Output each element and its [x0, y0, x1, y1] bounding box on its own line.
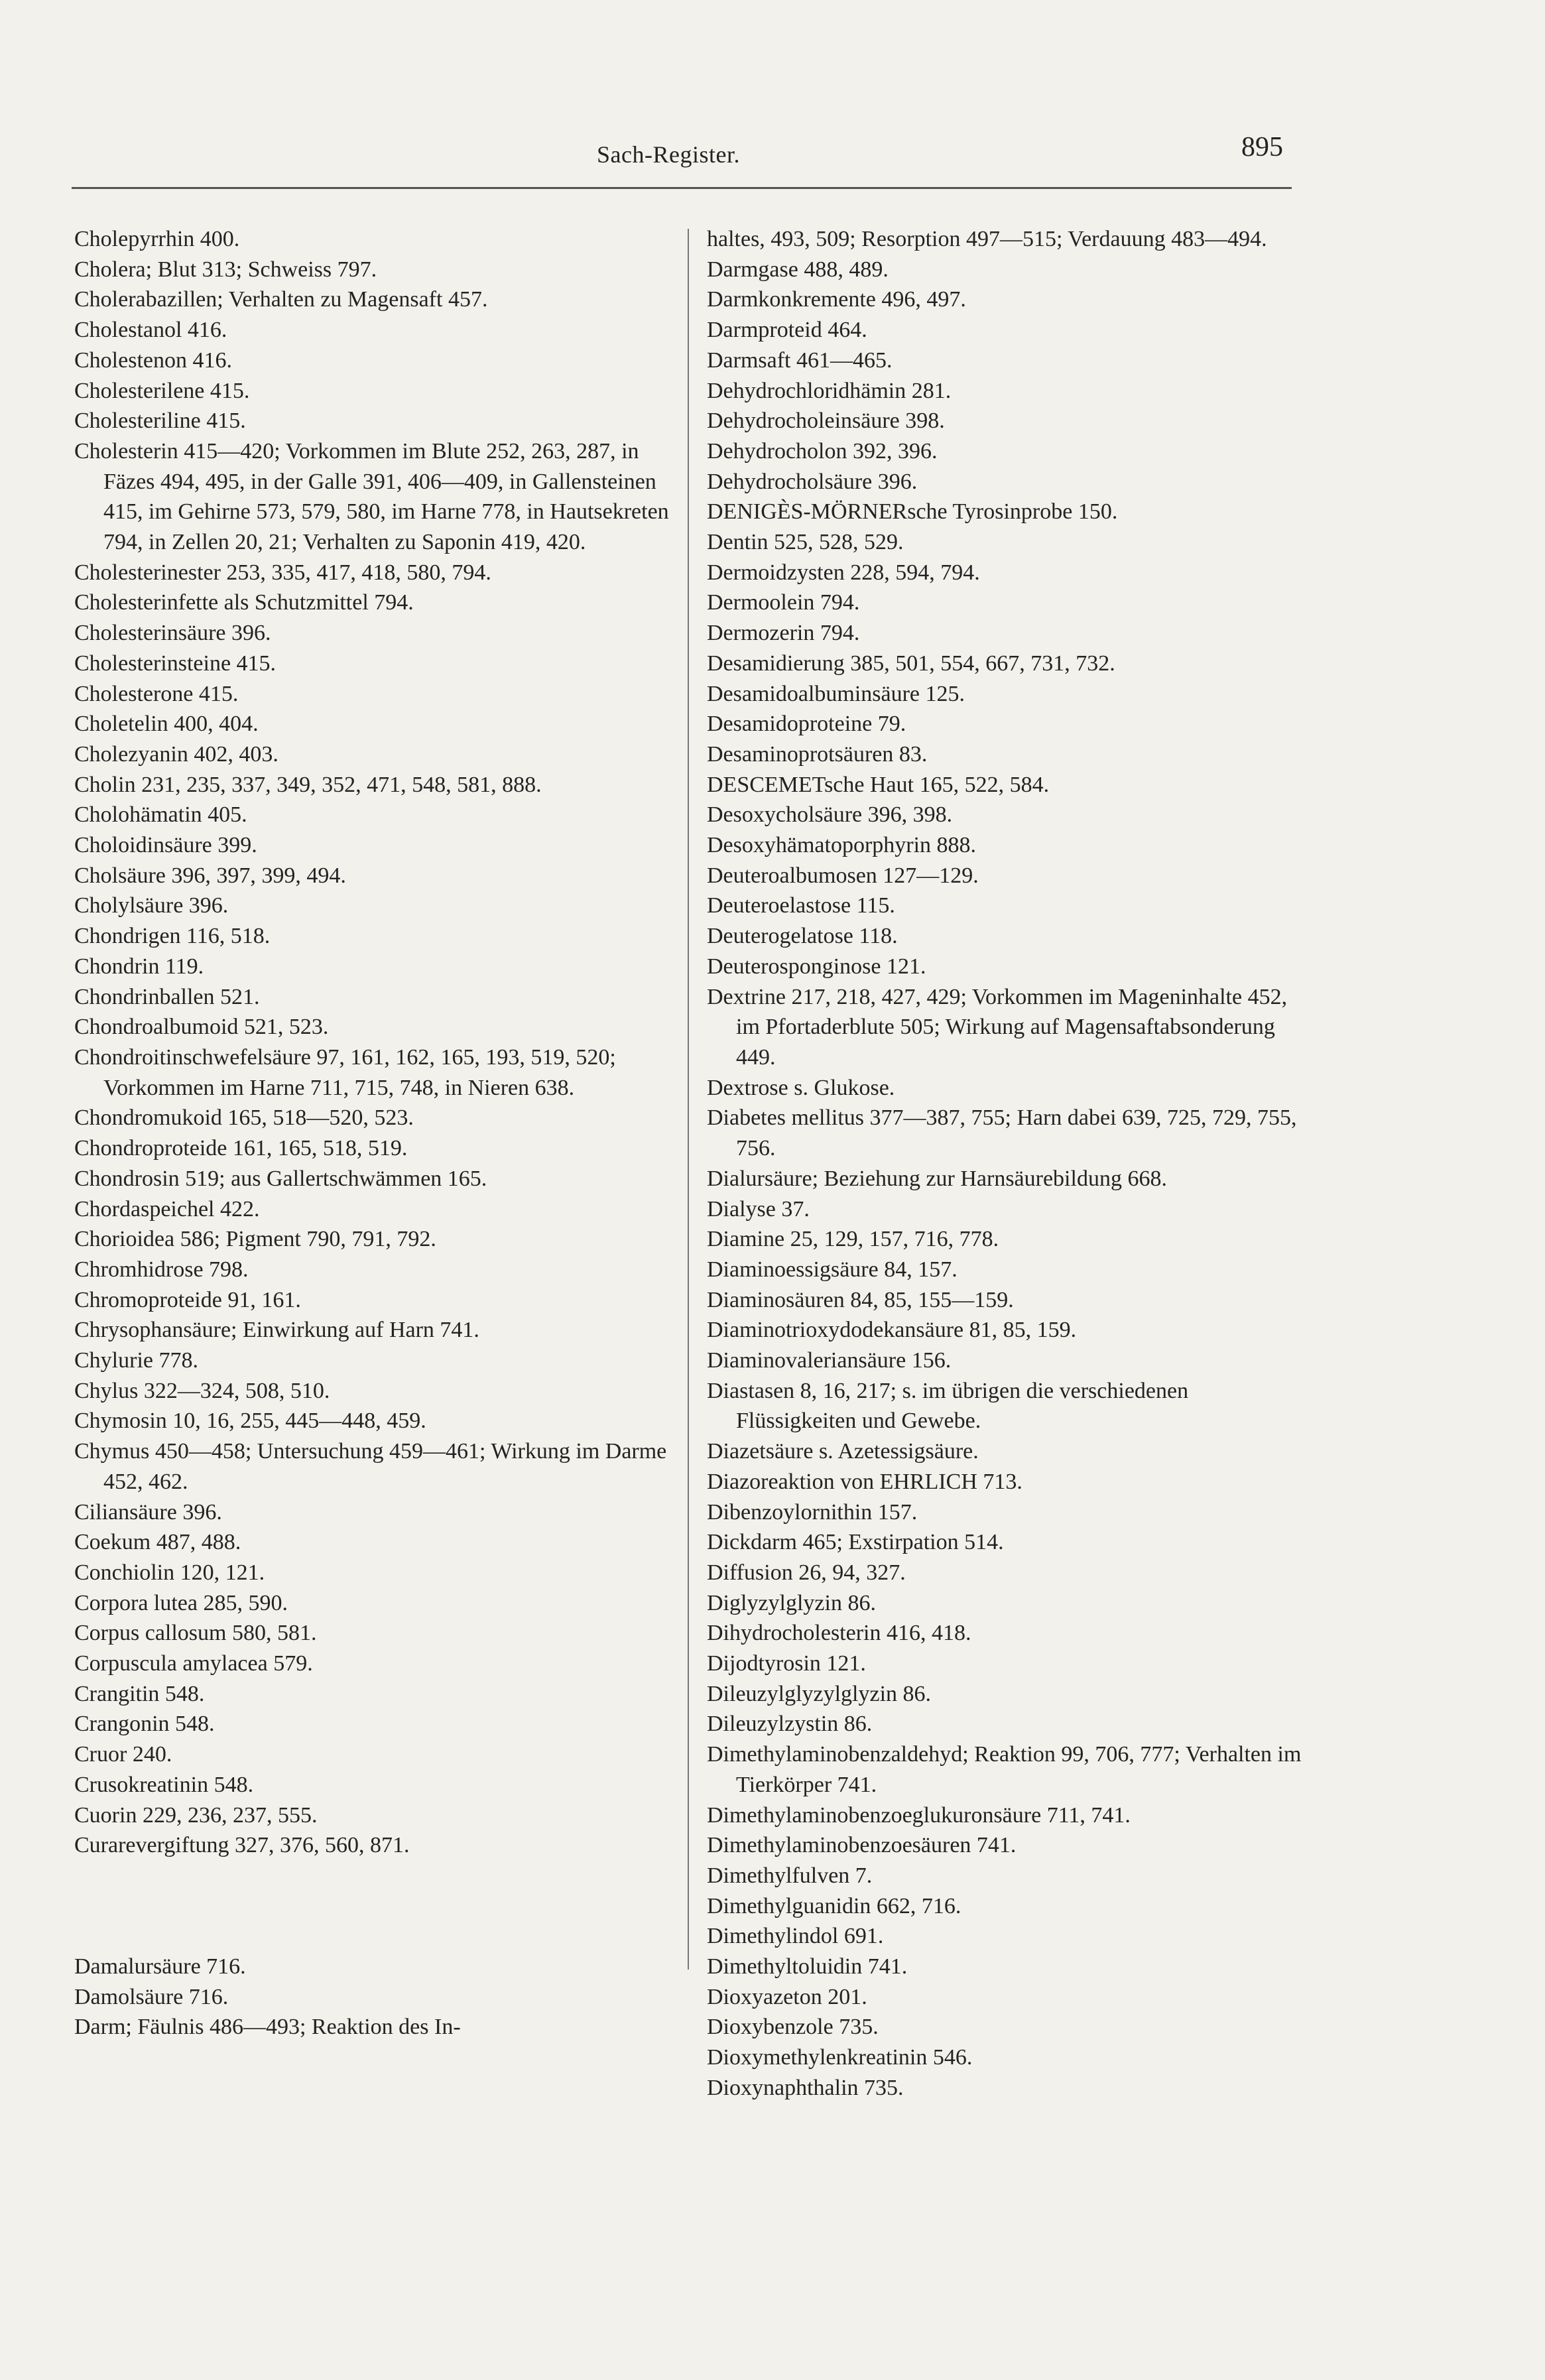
- index-entry: Ciliansäure 396.: [74, 1499, 222, 1525]
- index-entry: Dimethylaminobenzoeglukuronsäure 711, 741.: [707, 1802, 1131, 1828]
- index-entry: Dialyse 37.: [707, 1196, 810, 1221]
- index-entry: Chymus 450—458; Untersuchung 459—461; Wirkung im Darme 452, 462.: [74, 1439, 667, 1494]
- index-entry: Diaminovaleriansäure 156.: [707, 1348, 952, 1373]
- index-entry: Cholesterilene 415.: [74, 378, 250, 403]
- index-entry: Dextrine 217, 218, 427, 429; Vorkommen im Mageninhalte 452, im Pfortaderblute 505; Wirkung auf Magensaftabsonderung 449.: [707, 984, 1288, 1070]
- index-entry: Dextrose s. Glukose.: [707, 1075, 895, 1100]
- index-entry: Diffusion 26, 94, 327.: [707, 1560, 906, 1585]
- index-entry: Cholepyrrhin 400.: [74, 227, 240, 251]
- index-entry: Chromhidrose 798.: [74, 1257, 249, 1282]
- index-entry: Diglyzylglyzin 86.: [707, 1590, 876, 1615]
- index-entry: Dioxymethylenkreatinin 546.: [707, 2045, 973, 2070]
- index-entry: Deuterogelatose 118.: [707, 924, 898, 949]
- index-entry: Dileuzylzystin 86.: [707, 1712, 873, 1737]
- index-entry: Chorioidea 586; Pigment 790, 791, 792.: [74, 1227, 436, 1252]
- section-break: [74, 1861, 674, 1952]
- index-entry: Chondromukoid 165, 518—520, 523.: [74, 1105, 414, 1131]
- index-entry: Cholesterinsäure 396.: [74, 621, 271, 646]
- index-entry: Darm; Fäulnis 486—493; Reaktion des In-: [74, 2015, 461, 2040]
- index-entry: Dehydrocholon 392, 396.: [707, 438, 938, 464]
- running-title: Sach-Register.: [597, 141, 740, 168]
- header-rule: [72, 187, 1292, 189]
- index-entry: Deuterosponginose 121.: [707, 954, 926, 979]
- index-entry: Chromoproteide 91, 161.: [74, 1287, 301, 1312]
- index-entry: Cholin 231, 235, 337, 349, 352, 471, 548, 581, 888.: [74, 772, 542, 797]
- index-entry: Corpus callosum 580, 581.: [74, 1621, 317, 1646]
- index-entry: Cholesterinsteine 415.: [74, 651, 277, 676]
- index-entry: Cholesterone 415.: [74, 681, 239, 706]
- index-entry: Cuorin 229, 236, 237, 555.: [74, 1802, 318, 1828]
- index-entry: Darmgase 488, 489.: [707, 257, 889, 282]
- index-entry: Chondrin 119.: [74, 954, 204, 979]
- index-entry: Cholsäure 396, 397, 399, 494.: [74, 863, 346, 888]
- index-entry: Cholezyanin 402, 403.: [74, 741, 278, 767]
- index-entry: Dialursäure; Beziehung zur Harnsäurebildung 668.: [707, 1166, 1167, 1191]
- index-entry: Damalursäure 716.: [74, 1954, 246, 1979]
- index-entry: Corpuscula amylacea 579.: [74, 1651, 313, 1676]
- index-entry: Conchiolin 120, 121.: [74, 1560, 265, 1585]
- index-entry: Corpora lutea 285, 590.: [74, 1590, 288, 1615]
- index-entry: Dehydrochloridhämin 281.: [707, 378, 952, 403]
- index-entry: Deuteroelastose 115.: [707, 893, 895, 918]
- index-entry: Cholerabazillen; Verhalten zu Magensaft 457.: [74, 287, 488, 312]
- index-entry: Dickdarm 465; Exstirpation 514.: [707, 1530, 1004, 1555]
- index-entry: Cholesteriline 415.: [74, 408, 246, 434]
- column-divider: [688, 229, 689, 1970]
- index-entry: Dimethylindol 691.: [707, 1924, 884, 1949]
- index-entry: DESCEMETsche Haut 165, 522, 584.: [707, 772, 1050, 797]
- index-entry: Dehydrocholeinsäure 398.: [707, 408, 945, 434]
- index-entry: Darmsaft 461—465.: [707, 347, 893, 373]
- index-entry: Desamidierung 385, 501, 554, 667, 731, 732.: [707, 651, 1115, 676]
- index-entry: Cholesterin 415—420; Vorkommen im Blute 252, 263, 287, in Fäzes 494, 495, in der Galle 391, 406—409, in Gallensteinen 415, im Gehirne 573, 579, 580, im Harne 778, in Hautsekreten 794, in Zellen 20, 21; Verhalten zu Saponin 419, 420.: [74, 438, 669, 555]
- index-entry: Desoxycholsäure 396, 398.: [707, 802, 953, 828]
- right-column: [707, 224, 1312, 2103]
- index-entry: Dimethylaminobenzoesäuren 741.: [707, 1833, 1017, 1858]
- index-entry: Chondroalbumoid 521, 523.: [74, 1015, 329, 1040]
- index-entry: Diastasen 8, 16, 217; s. im übrigen die verschiedenen Flüssigkeiten und Gewebe.: [707, 1378, 1189, 1434]
- index-entry: Diaminosäuren 84, 85, 155—159.: [707, 1287, 1014, 1312]
- index-entry: haltes, 493, 509; Resorption 497—515; Verdauung 483—494.: [707, 227, 1267, 251]
- index-entry: Dermoidzysten 228, 594, 794.: [707, 560, 980, 585]
- index-entry: Diaminoessigsäure 84, 157.: [707, 1257, 958, 1282]
- index-entry: Chylus 322—324, 508, 510.: [74, 1378, 330, 1403]
- index-entry: Desoxyhämatoporphyrin 888.: [707, 833, 977, 858]
- index-entry: Choletelin 400, 404.: [74, 712, 259, 737]
- index-entry: Dimethylaminobenzaldehyd; Reaktion 99, 706, 777; Verhalten im Tierkörper 741.: [707, 1742, 1302, 1797]
- index-entry: Darmproteid 464.: [707, 318, 867, 343]
- index-entry: Dehydrocholsäure 396.: [707, 469, 918, 494]
- index-entry: Chordaspeichel 422.: [74, 1196, 260, 1221]
- index-entry: Chondroitinschwefelsäure 97, 161, 162, 165, 193, 519, 520; Vorkommen im Harne 711, 715, 748, in Nieren 638.: [74, 1044, 616, 1100]
- index-entry: Dioxynaphthalin 735.: [707, 2075, 904, 2100]
- index-entry: Desaminoprotsäuren 83.: [707, 741, 928, 767]
- index-entry: Cholohämatin 405.: [74, 802, 247, 828]
- index-entry: Deuteroalbumosen 127—129.: [707, 863, 979, 888]
- index-entry: Chylurie 778.: [74, 1348, 198, 1373]
- index-entry: Dileuzylglyzylglyzin 86.: [707, 1681, 932, 1706]
- index-entry: Chymosin 10, 16, 255, 445—448, 459.: [74, 1409, 426, 1434]
- index-entry: Diaminotrioxydodekansäure 81, 85, 159.: [707, 1318, 1077, 1343]
- index-entry: Dioxybenzole 735.: [707, 2015, 879, 2040]
- index-entry: Chondrigen 116, 518.: [74, 924, 271, 949]
- index-entry: Diazoreaktion von EHRLICH 713.: [707, 1469, 1022, 1494]
- index-entry: Dimethylfulven 7.: [707, 1863, 873, 1888]
- index-entry: Chrysophansäure; Einwirkung auf Harn 741.: [74, 1318, 479, 1343]
- index-entry: Diabetes mellitus 377—387, 755; Harn dabei 639, 725, 729, 755, 756.: [707, 1105, 1297, 1161]
- left-column: [74, 224, 674, 2042]
- index-entry: Dermoolein 794.: [707, 590, 860, 615]
- index-entry: Desamidoalbuminsäure 125.: [707, 681, 965, 706]
- index-entry: Dihydrocholesterin 416, 418.: [707, 1621, 971, 1646]
- index-entry: Dimethyltoluidin 741.: [707, 1954, 908, 1979]
- index-entry: DENIGÈS-MÖRNERsche Tyrosinprobe 150.: [707, 499, 1118, 525]
- index-entry: Curarevergiftung 327, 376, 560, 871.: [74, 1833, 410, 1858]
- index-entry: Coekum 487, 488.: [74, 1530, 241, 1555]
- index-entry: Diamine 25, 129, 157, 716, 778.: [707, 1227, 999, 1252]
- index-entry: Dimethylguanidin 662, 716.: [707, 1893, 961, 1918]
- index-entry: Cholestenon 416.: [74, 347, 232, 373]
- index-entry: Cruor 240.: [74, 1742, 172, 1767]
- index-entry: Dentin 525, 528, 529.: [707, 530, 904, 555]
- index-entry: Desamidoproteine 79.: [707, 712, 906, 737]
- index-entry: Dijodtyrosin 121.: [707, 1651, 866, 1676]
- page-number: 895: [1241, 132, 1283, 162]
- index-entry: Cholylsäure 396.: [74, 893, 229, 918]
- index-entry: Darmkonkremente 496, 497.: [707, 287, 966, 312]
- index-entry: Cholesterinfette als Schutzmittel 794.: [74, 590, 414, 615]
- index-entry: Cholestanol 416.: [74, 318, 227, 343]
- index-entry: Cholera; Blut 313; Schweiss 797.: [74, 257, 377, 282]
- index-entry: Cholesterinester 253, 335, 417, 418, 580, 794.: [74, 560, 491, 585]
- index-entry: Crangonin 548.: [74, 1712, 215, 1737]
- index-entry: Diazetsäure s. Azetessigsäure.: [707, 1439, 979, 1464]
- index-entry: Crusokreatinin 548.: [74, 1772, 254, 1797]
- index-entry: Dioxyazeton 201.: [707, 1984, 867, 2009]
- index-entry: Chondroproteide 161, 165, 518, 519.: [74, 1136, 408, 1161]
- index-entry: Chondrinballen 521.: [74, 984, 260, 1009]
- index-entry: Chondrosin 519; aus Gallertschwämmen 165.: [74, 1166, 487, 1191]
- index-entry: Damolsäure 716.: [74, 1984, 229, 2009]
- index-entry: Dermozerin 794.: [707, 621, 860, 646]
- index-entry: Crangitin 548.: [74, 1681, 205, 1706]
- index-entry: Choloidinsäure 399.: [74, 833, 257, 858]
- index-entry: Dibenzoylornithin 157.: [707, 1499, 918, 1525]
